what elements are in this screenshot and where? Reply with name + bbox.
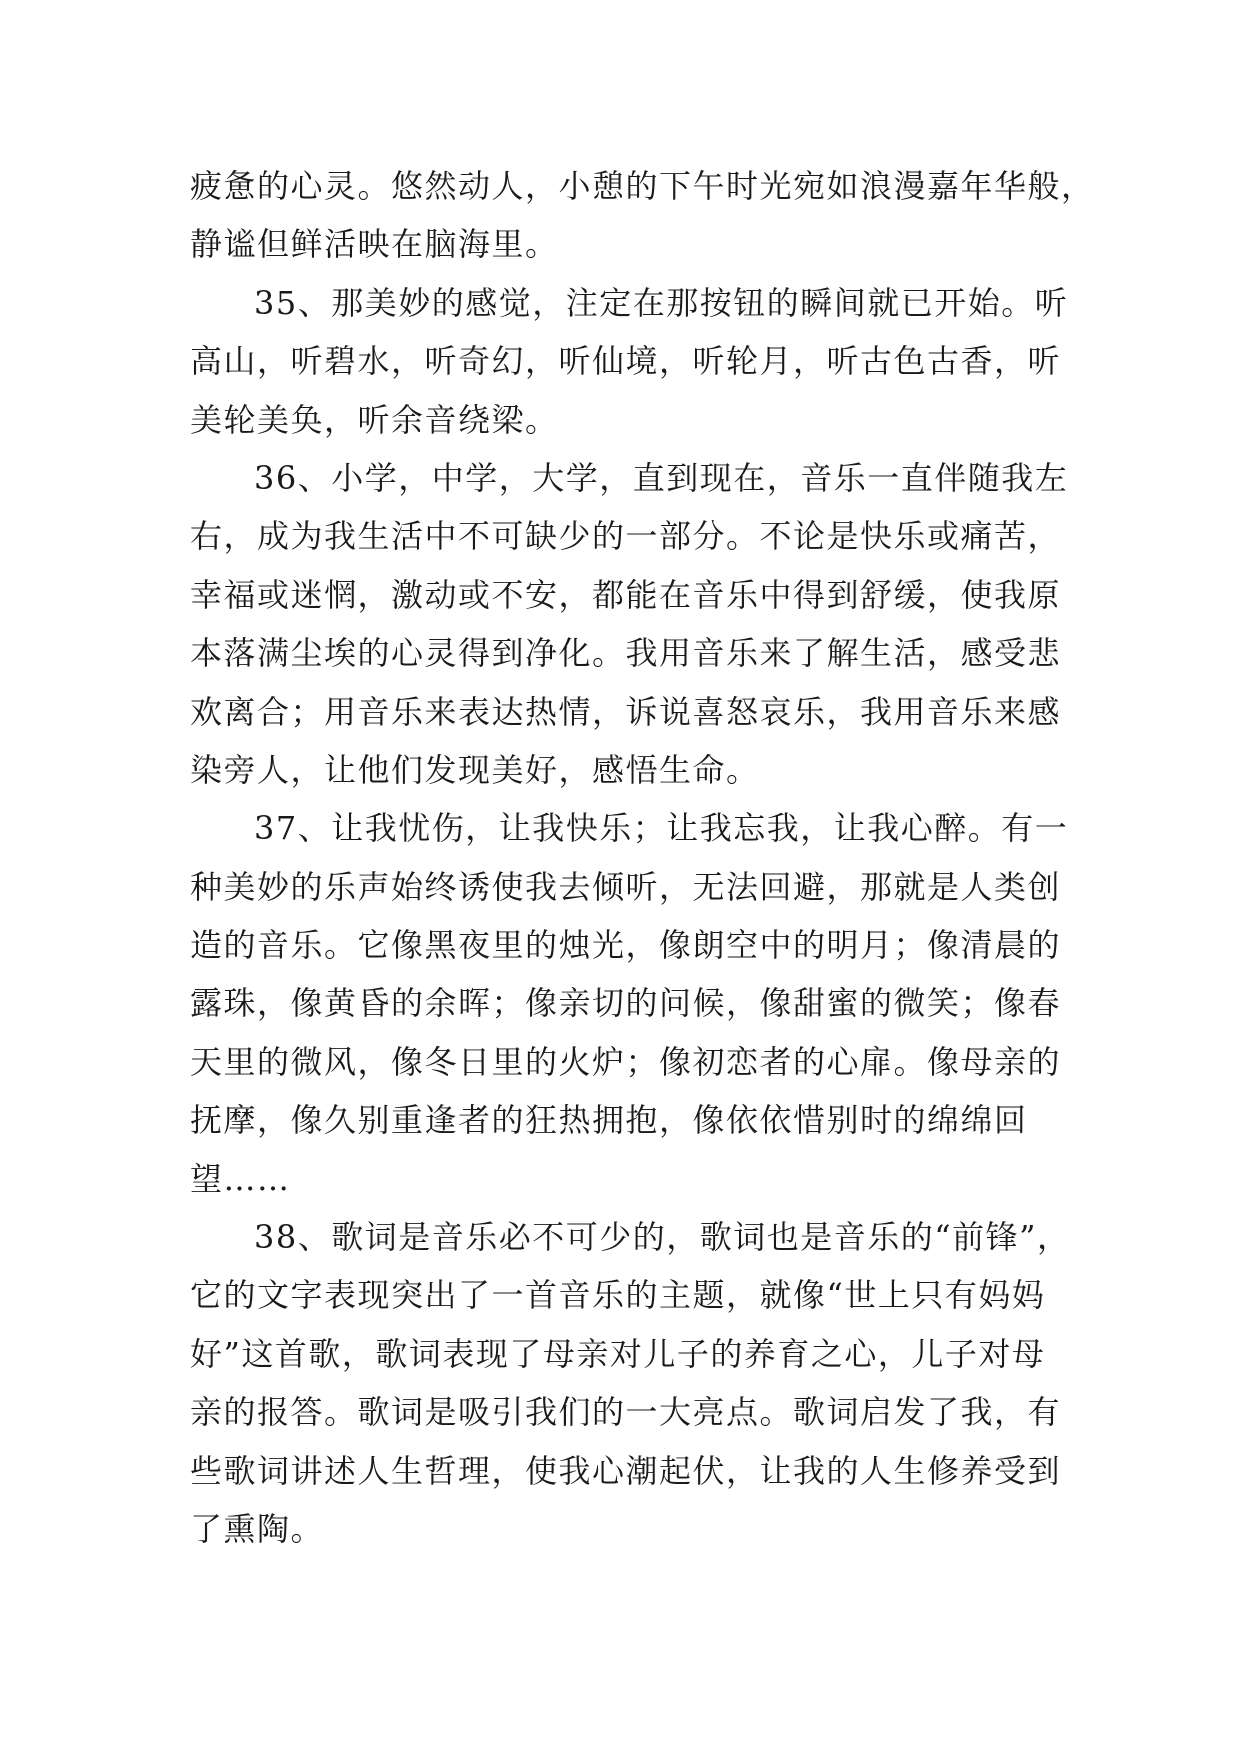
text-line: 它的文字表现突出了一首音乐的主题，就像“世上只有妈妈 xyxy=(190,1276,1046,1315)
text-line: 露珠，像黄昏的余晖；像亲切的问候，像甜蜜的微笑；像春 xyxy=(190,984,1062,1023)
body-text xyxy=(190,157,1095,1558)
paragraph-36 xyxy=(190,449,1069,799)
paragraph-35 xyxy=(190,274,1069,449)
text-line: 种美妙的乐声始终诱使我去倾听，无法回避，那就是人类创 xyxy=(190,867,1062,906)
text-line: 美轮美奂，听余音绕梁。 xyxy=(190,400,559,439)
text-line: 38、歌词是音乐必不可少的，歌词也是音乐的“前锋”， xyxy=(254,1218,1071,1257)
text-line: 抚摩，像久别重逢者的狂热拥抱，像依依惜别时的绵绵回 xyxy=(190,1101,1028,1140)
paragraph-38 xyxy=(190,1208,1071,1558)
paragraph-34-continued xyxy=(190,157,1095,274)
text-line: 好”这首歌，歌词表现了母亲对儿子的养育之心，儿子对母 xyxy=(190,1334,1046,1373)
text-line: 欢离合；用音乐来表达热情，诉说喜怒哀乐，我用音乐来感 xyxy=(190,692,1062,731)
text-line: 幸福或迷惘，激动或不安，都能在音乐中得到舒缓，使我原 xyxy=(190,575,1062,614)
text-line: 本落满尘埃的心灵得到净化。我用音乐来了解生活，感受悲 xyxy=(190,634,1062,673)
text-line: 高山，听碧水，听奇幻，听仙境，听轮月，听古色古香，听 xyxy=(190,342,1062,381)
text-line: 望…… xyxy=(190,1159,291,1198)
text-line: 些歌词讲述人生哲理，使我心潮起伏，让我的人生修养受到 xyxy=(190,1451,1062,1490)
text-line: 37、让我忧伤，让我快乐；让我忘我，让我心醉。有一 xyxy=(254,809,1069,848)
text-line: 亲的报答。歌词是吸引我们的一大亮点。歌词启发了我，有 xyxy=(190,1393,1062,1432)
text-line: 造的音乐。它像黑夜里的烛光，像朗空中的明月；像清晨的 xyxy=(190,926,1062,965)
text-line: 疲惫的心灵。悠然动人，小憩的下午时光宛如浪漫嘉年华般， xyxy=(190,167,1095,205)
text-line: 35、那美妙的感觉，注定在那按钮的瞬间就已开始。听 xyxy=(254,283,1069,322)
text-line: 染旁人，让他们发现美好，感悟生命。 xyxy=(190,750,760,789)
text-line: 天里的微风，像冬日里的火炉；像初恋者的心扉。像母亲的 xyxy=(190,1042,1062,1081)
text-line: 右，成为我生活中不可缺少的一部分。不论是快乐或痛苦， xyxy=(190,517,1062,556)
text-line: 了熏陶。 xyxy=(190,1509,325,1548)
paragraph-37 xyxy=(190,799,1069,1208)
text-line: 静谧但鲜活映在脑海里。 xyxy=(190,225,559,264)
text-line: 36、小学，中学，大学，直到现在，音乐一直伴随我左 xyxy=(254,458,1069,497)
